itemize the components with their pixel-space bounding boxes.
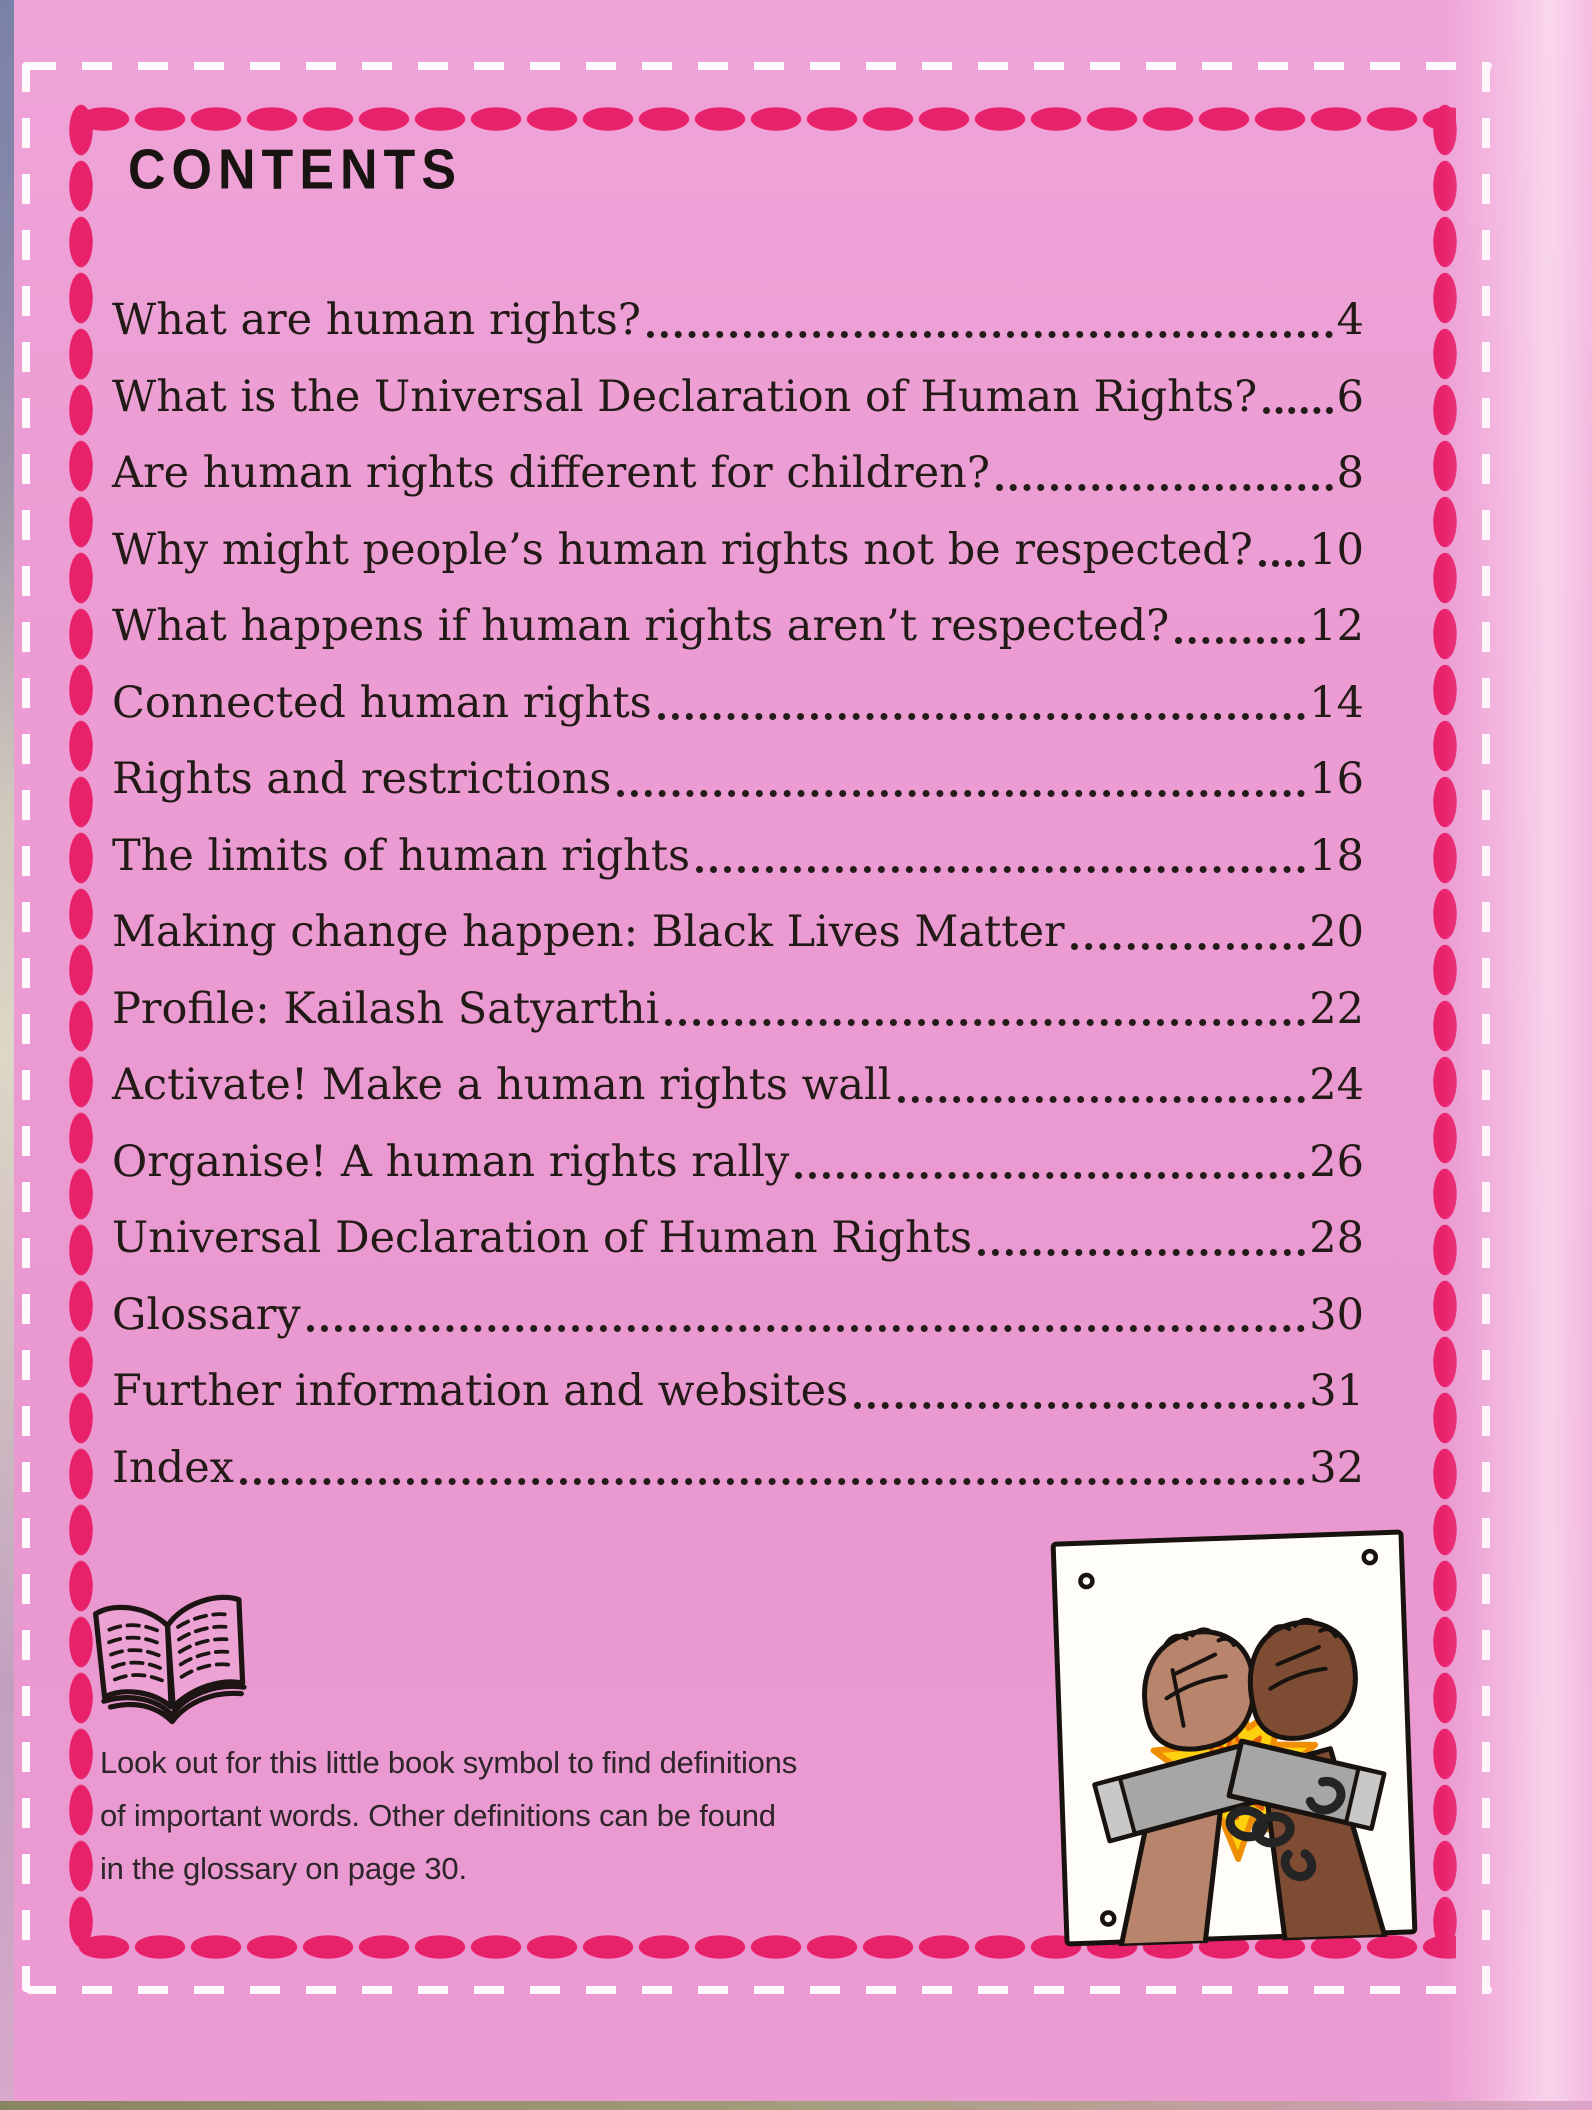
stitch-border-left [22, 62, 30, 1992]
scan-edge-bottom [0, 2101, 1592, 2110]
toc-dot-leader [898, 1096, 1306, 1103]
toc-dot-leader [307, 1325, 1306, 1332]
toc-entry-page: 12 [1309, 601, 1364, 651]
toc-entry-page: 6 [1336, 371, 1364, 422]
toc-entry-page: 32 [1309, 1442, 1364, 1493]
toc-entry-page: 10 [1309, 524, 1364, 575]
toc-dot-leader [1259, 560, 1305, 567]
toc-entry-page: 8 [1336, 448, 1364, 498]
toc-dot-leader [1071, 943, 1306, 950]
toc-entry-page: 31 [1309, 1366, 1364, 1416]
toc-row [112, 894, 1364, 971]
toc-entry-label: Making change happen: Black Lives Matter [112, 907, 1065, 957]
toc-row [112, 1124, 1364, 1201]
toc-entry-label: Universal Declaration of Human Rights [112, 1213, 973, 1263]
toc-entry-label: Rights and restrictions [112, 754, 612, 804]
toc-dot-leader [795, 1172, 1305, 1179]
toc-row [112, 359, 1364, 436]
dot-border-right [1432, 102, 1458, 1950]
toc-row [112, 512, 1364, 589]
toc-entry-page: 4 [1336, 295, 1364, 345]
toc-entry-label: The limits of human rights [112, 830, 691, 881]
glossary-note: Look out for this little book symbol to find definitions of important words. Other definitions can be found in the glossary on page 30. [100, 1745, 798, 1886]
toc-dot-leader [617, 790, 1305, 797]
toc-row [112, 1353, 1364, 1430]
toc-dot-leader [658, 713, 1306, 720]
open-book-icon [86, 1588, 254, 1739]
page-title: CONTENTS [128, 138, 462, 202]
toc-entry-label: Connected human rights [112, 677, 652, 728]
toc-entry-page: 24 [1309, 1060, 1364, 1110]
toc-dot-leader [1175, 637, 1305, 644]
toc-entry-page: 28 [1309, 1213, 1364, 1263]
toc-entry-label: What are human rights? [112, 295, 641, 345]
toc-dot-leader [647, 331, 1333, 338]
toc-row [112, 665, 1364, 742]
toc-entry-label: What is the Universal Declaration of Human Rights? [112, 371, 1258, 422]
scan-edge-left [0, 0, 14, 2110]
fists-breaking-handcuffs-illustration [1049, 1528, 1419, 1948]
toc-entry-label: What happens if human rights aren’t respected? [112, 601, 1170, 651]
toc-dot-leader [854, 1402, 1305, 1409]
toc-list [112, 282, 1364, 1506]
toc-dot-leader [978, 1249, 1305, 1256]
stitch-border-bottom [26, 1986, 1492, 1994]
toc-entry-page: 16 [1309, 754, 1364, 804]
toc-entry-page: 22 [1309, 983, 1364, 1034]
stitch-border-right [1482, 62, 1490, 1992]
handcuffs-poster [1049, 1528, 1419, 1948]
stitch-border-top [26, 62, 1492, 70]
toc-row [112, 1277, 1364, 1354]
toc-entry-page: 14 [1309, 677, 1364, 728]
toc-entry-page: 30 [1309, 1289, 1364, 1340]
toc-entry-page: 18 [1309, 830, 1364, 881]
toc-row [112, 1200, 1364, 1277]
toc-entry-label: Index [112, 1442, 234, 1493]
toc-row [112, 1047, 1364, 1124]
toc-entry-label: Why might people’s human rights not be respected? [112, 524, 1253, 575]
toc-dot-leader [696, 866, 1305, 873]
toc-row [112, 971, 1364, 1048]
toc-entry-label: Are human rights different for children? [112, 448, 990, 498]
toc-entry-page: 26 [1309, 1136, 1364, 1187]
toc-dot-leader [240, 1478, 1305, 1485]
toc-entry-label: Glossary [112, 1289, 301, 1340]
toc-entry-page: 20 [1309, 907, 1364, 957]
toc-row [112, 741, 1364, 818]
toc-dot-leader [996, 484, 1333, 491]
toc-entry-label: Activate! Make a human rights wall [112, 1060, 892, 1110]
dot-border-top [76, 106, 1456, 132]
toc-dot-leader [1263, 407, 1332, 414]
toc-row [112, 282, 1364, 359]
toc-row [112, 1430, 1364, 1507]
toc-entry-label: Organise! A human rights rally [112, 1136, 790, 1187]
toc-dot-leader [665, 1019, 1305, 1026]
toc-entry-label: Profile: Kailash Satyarthi [112, 983, 660, 1034]
page-curl-highlight [1442, 0, 1592, 2110]
toc-entry-label: Further information and websites [112, 1366, 849, 1416]
toc-row [112, 818, 1364, 895]
toc-row [112, 588, 1364, 665]
toc-row [112, 435, 1364, 512]
